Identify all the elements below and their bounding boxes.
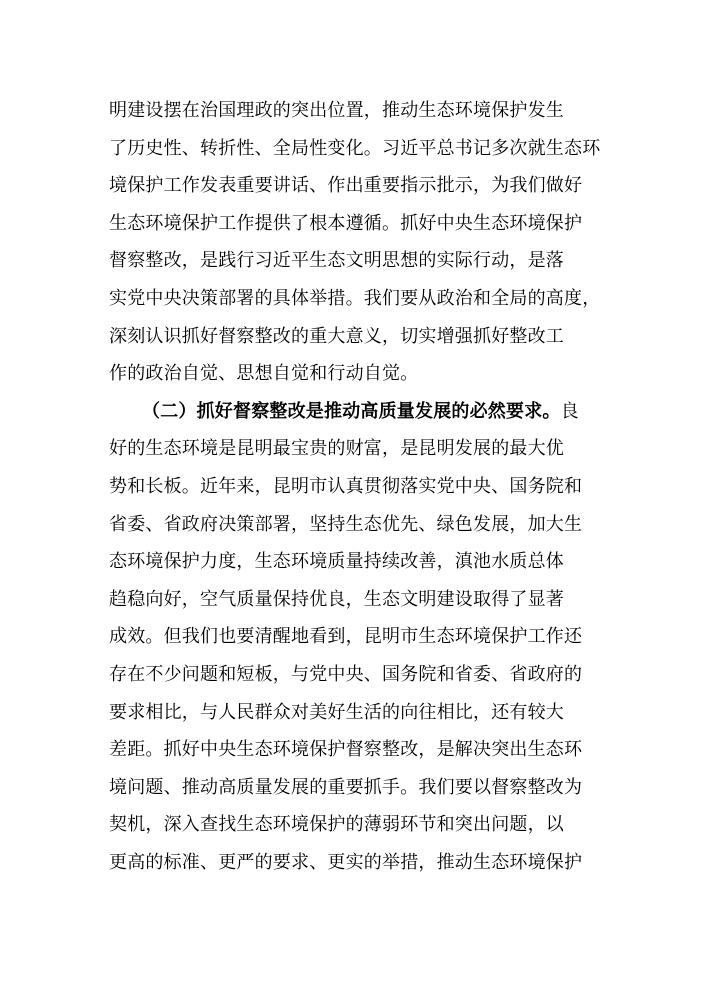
text-line: 势和长板。近年来，昆明市认真贯彻落实党中央、国务院和 <box>109 475 583 497</box>
text-line: 要求相比，与人民群众对美好生活的向往相比，还有较大 <box>109 701 564 723</box>
text-line: 趋稳向好，空气质量保持优良，生态文明建设取得了显著 <box>109 588 564 610</box>
text-line: 更高的标准、更严的要求、更实的举措，推动生态环境保护 <box>109 851 583 873</box>
text-line: 成效。但我们也要清醒地看到，昆明市生态环境保护工作还 <box>109 626 583 648</box>
text-line: 了历史性、转折性、全局性变化。习近平总书记多次就生态环 <box>109 137 601 159</box>
text-line: 省委、省政府决策部署，坚持生态优先、绿色发展，加大生 <box>109 513 583 535</box>
text-line: 明建设摆在治国理政的突出位置，推动生态环境保护发生 <box>109 100 564 121</box>
text-line: 境问题、推动高质量发展的重要抓手。我们要以督察整改为 <box>109 776 583 798</box>
text-line: 境保护工作发表重要讲话、作出重要指示批示，为我们做好 <box>109 175 583 197</box>
document-body <box>109 92 609 881</box>
text-line: 深刻认识抓好督察整改的重大意义，切实增强抓好整改工 <box>109 325 564 347</box>
text-line: 契机，深入查找生态环境保护的薄弱环节和突出问题，以 <box>109 814 564 836</box>
text-line: 存在不少问题和短板，与党中央、国务院和省委、省政府的 <box>109 663 583 685</box>
section-heading: （二）抓好督察整改是推动高质量发展的必然要求。 <box>142 400 561 422</box>
text-line: 督察整改，是践行习近平生态文明思想的实际行动，是落 <box>109 250 564 272</box>
text-line: 作的政治自觉、思想自觉和行动自觉。 <box>109 363 419 385</box>
text-line: 好的生态环境是昆明最宝贵的财富，是昆明发展的最大优 <box>109 438 564 460</box>
text-line: 生态环境保护工作提供了根本遵循。抓好中央生态环境保护 <box>109 212 583 234</box>
text-line: 差距。抓好中央生态环境保护督察整改，是解决突出生态环 <box>109 739 583 761</box>
section-heading-line <box>109 393 609 431</box>
text-line: 态环境保护力度，生态环境质量持续改善，滇池水质总体 <box>109 551 564 573</box>
section-heading-tail: 良 <box>560 400 579 422</box>
text-line: 实党中央决策部署的具体举措。我们要从政治和全局的高度， <box>109 287 601 309</box>
